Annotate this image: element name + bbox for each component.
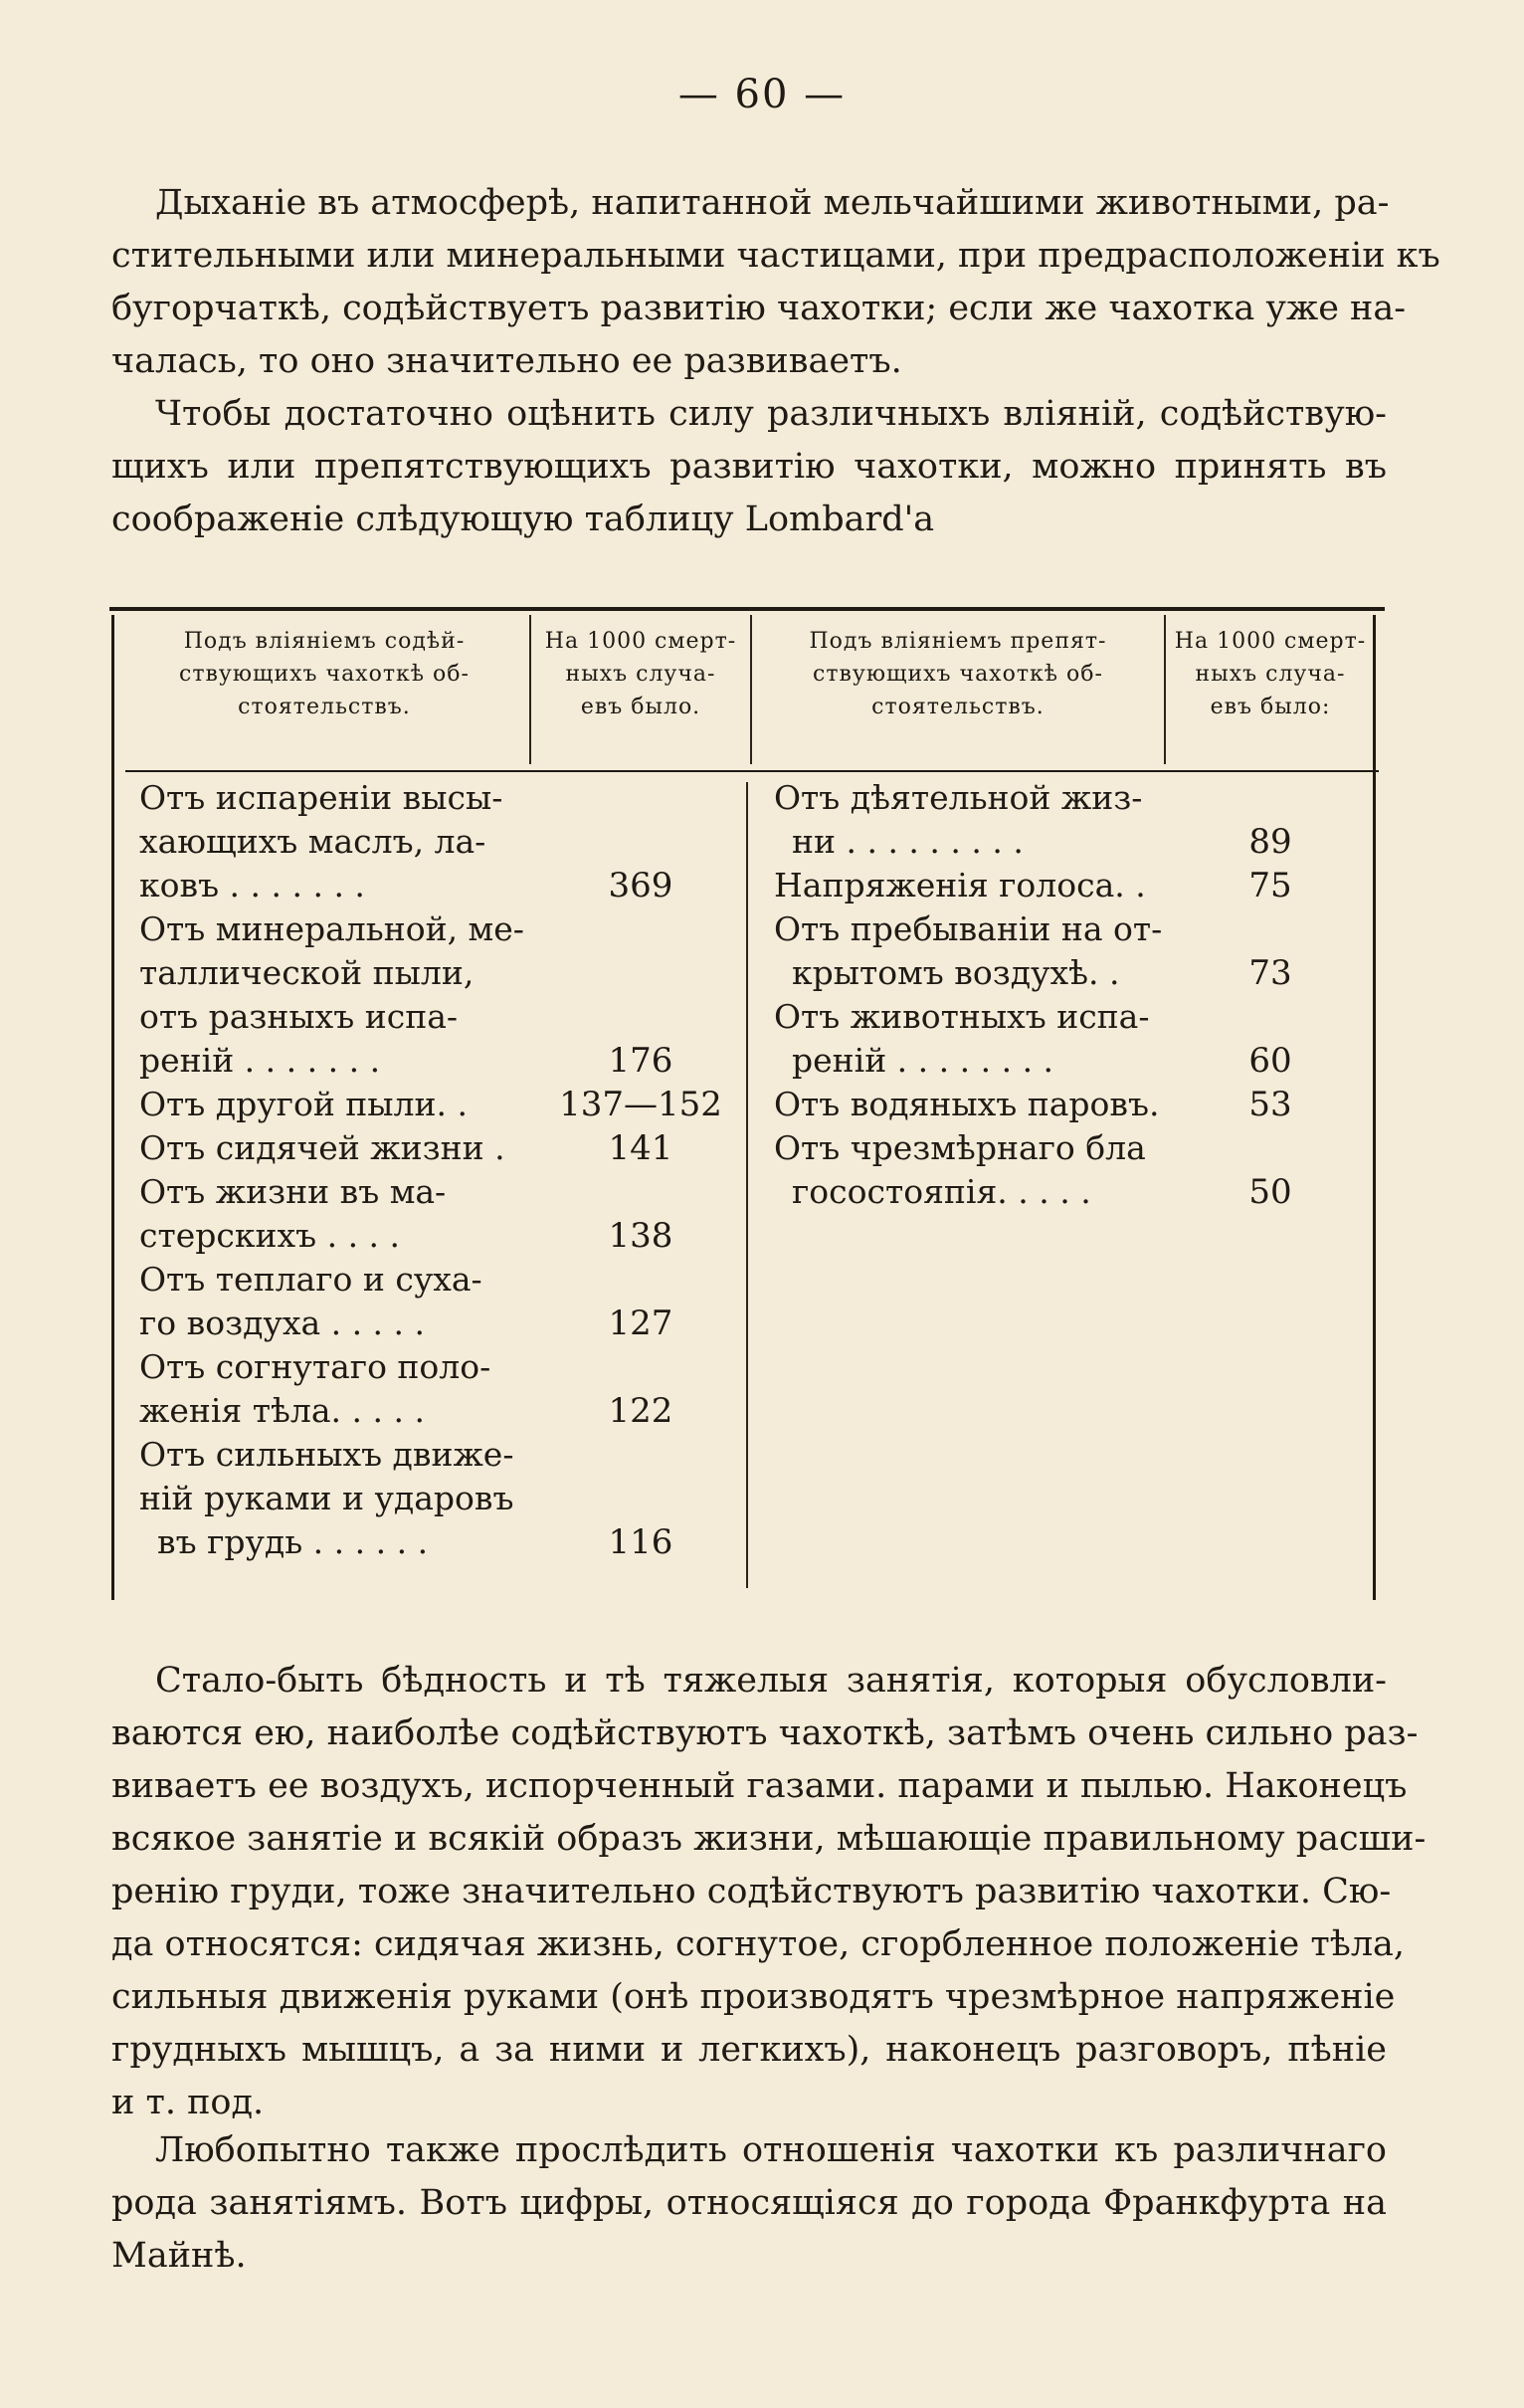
table-row-label: Отъ жизни въ ма-: [139, 1172, 447, 1211]
table-row-label: Отъ пребываніи на от-: [774, 909, 1163, 948]
paragraph-line: Дыханіе въ атмосферѣ, напитанной мельчайшими животными, ра-: [155, 183, 1390, 223]
table-value: 75: [1248, 866, 1292, 905]
table-row-label: ній руками и ударовъ: [139, 1479, 514, 1517]
lombard-table: [109, 607, 1385, 1600]
table-top-rule: [109, 607, 1385, 611]
table-value: 176: [608, 1041, 673, 1081]
paragraph-line: грудныхъ мышцъ, а за ними и легкихъ), наконецъ разговоръ, пѣніе: [111, 2030, 1387, 2070]
paragraph-line: щихъ или препятствующихъ развитію чахотки, можно принять въ: [111, 447, 1387, 487]
table-row-label: Отъ минеральной, ме-: [139, 909, 524, 948]
paragraph-line: Любопытно также прослѣдить отношенія чахотки къ различнаго: [155, 2130, 1387, 2170]
header-promoting: [123, 625, 525, 723]
paragraph-line: рода занятіямъ. Вотъ цифры, относящіяся до города Франкфурта на: [111, 2183, 1387, 2223]
header-line: Подъ вліяніемъ препят-: [809, 629, 1107, 654]
table-row-label: Отъ чрезмѣрнаго бла: [774, 1128, 1146, 1167]
header-line: ствующихъ чахоткѣ об-: [813, 662, 1103, 687]
header-line: ныхъ случа-: [565, 662, 716, 687]
table-row-label: отъ разныхъ испа-: [139, 997, 459, 1036]
table-value: 122: [608, 1391, 673, 1431]
paragraph-line: чалась, то оно значительно ее развиваетъ.: [111, 341, 902, 381]
paragraph-3: [111, 1655, 1427, 2129]
table-left-border: [111, 615, 114, 1600]
table-row-label: въ грудь . . . . . .: [157, 1522, 429, 1561]
column-divider: [750, 615, 752, 764]
table-row-label: реній . . . . . . . .: [792, 1041, 1054, 1080]
header-line: Подъ вліяніемъ содѣй-: [183, 629, 466, 654]
table-row-label: Отъ согнутаго поло-: [139, 1347, 491, 1386]
table-row-label: крытомъ воздухѣ. .: [792, 953, 1120, 992]
table-value: 127: [608, 1304, 673, 1343]
paragraph-line: стительными или минеральными частицами, при предрасположеніи къ: [111, 236, 1440, 276]
table-value: 53: [1248, 1085, 1292, 1124]
table-row-label: Отъ теплаго и суха-: [139, 1260, 482, 1299]
header-deaths-1: [533, 625, 748, 723]
table-value: 138: [608, 1216, 673, 1256]
table-row-label: ковъ . . . . . . .: [139, 866, 365, 904]
paragraph-line: соображеніе слѣдующую таблицу Lombard'а: [111, 500, 935, 539]
table-row-label: Отъ животныхъ испа-: [774, 997, 1150, 1036]
table-row-label: го воздуха . . . . .: [139, 1304, 426, 1342]
table-value: 50: [1248, 1172, 1292, 1212]
table-value: 141: [608, 1128, 673, 1168]
table-row-label: Отъ испареніи высы-: [139, 778, 503, 817]
paragraph-line: всякое занятіе и всякій образъ жизни, мѣшающіе правильному расши-: [111, 1819, 1427, 1859]
table-value: 369: [608, 866, 673, 905]
header-line: стоятельствъ.: [871, 695, 1045, 719]
paragraph-4: [111, 2124, 1387, 2283]
page-number: — 60 —: [677, 72, 847, 117]
header-line: На 1000 смерт-: [1174, 629, 1367, 654]
table-value: 60: [1248, 1041, 1292, 1081]
paragraph-2: [111, 388, 1387, 546]
paragraph-line: сильныя движенія руками (онѣ производятъ чрезмѣрное напряженіе: [111, 1977, 1396, 2017]
table-row-label: таллической пыли,: [139, 953, 475, 992]
table-header-rule: [125, 770, 1379, 772]
column-divider: [1164, 615, 1166, 764]
table-row-label: Отъ дѣятельной жиз-: [774, 778, 1143, 817]
table-right-border: [1373, 615, 1376, 1600]
table-row-label: Отъ сильныхъ движе-: [139, 1435, 514, 1474]
paragraph-line: ваются ею, наиболѣе содѣйствуютъ чахоткѣ, затѣмъ очень сильно раз-: [111, 1713, 1419, 1753]
paragraph-line: бугорчаткѣ, содѣйствуетъ развитію чахотки; если же чахотка уже на-: [111, 289, 1407, 328]
paragraph-line: ренію груди, тоже значительно содѣйствуютъ развитію чахотки. Сю-: [111, 1872, 1392, 1911]
table-value: 137—152: [559, 1085, 722, 1124]
table-value: 89: [1248, 822, 1292, 862]
table-row-label: Отъ сидячей жизни .: [139, 1128, 505, 1167]
table-row-label: ни . . . . . . . . .: [792, 822, 1024, 861]
column-divider: [529, 615, 531, 764]
table-row-label: Отъ другой пыли. .: [139, 1085, 468, 1123]
table-row-label: госостояпія. . . . .: [792, 1172, 1091, 1211]
header-line: ныхъ случа-: [1195, 662, 1346, 687]
table-value: 73: [1248, 953, 1292, 993]
table-row-label: Напряженія голоса. .: [774, 866, 1146, 904]
paragraph-line: и т. под.: [111, 2083, 265, 2122]
header-deaths-2: [1168, 625, 1373, 723]
table-row-label: Отъ водяныхъ паровъ.: [774, 1085, 1160, 1123]
table-row-label: стерскихъ . . . .: [139, 1216, 401, 1255]
paragraph-line: Стало-быть бѣдность и тѣ тяжелыя занятія, которыя обусловли-: [155, 1661, 1387, 1701]
header-hindering: [754, 625, 1162, 723]
paragraph-line: виваетъ ее воздухъ, испорченный газами. парами и пылью. Наконецъ: [111, 1766, 1408, 1806]
table-value: 116: [608, 1522, 673, 1562]
header-line: евъ было.: [580, 695, 701, 719]
table-row-label: женія тѣла. . . . .: [139, 1391, 425, 1430]
paragraph-line: да относятся: сидячая жизнь, согнутое, сгорбленное положеніе тѣла,: [111, 1924, 1406, 1964]
paragraph-line: Майнѣ.: [111, 2236, 247, 2276]
paragraph-1: [111, 177, 1440, 388]
header-line: ствующихъ чахоткѣ об-: [179, 662, 470, 687]
header-line: евъ было:: [1210, 695, 1331, 719]
table-row-label: хающихъ маслъ, ла-: [139, 822, 486, 861]
header-line: На 1000 смерт-: [544, 629, 737, 654]
paragraph-line: Чтобы достаточно оцѣнить силу различныхъ вліяній, содѣйствую-: [155, 394, 1387, 434]
table-row-label: реній . . . . . . .: [139, 1041, 381, 1080]
header-line: стоятельствъ.: [238, 695, 411, 719]
